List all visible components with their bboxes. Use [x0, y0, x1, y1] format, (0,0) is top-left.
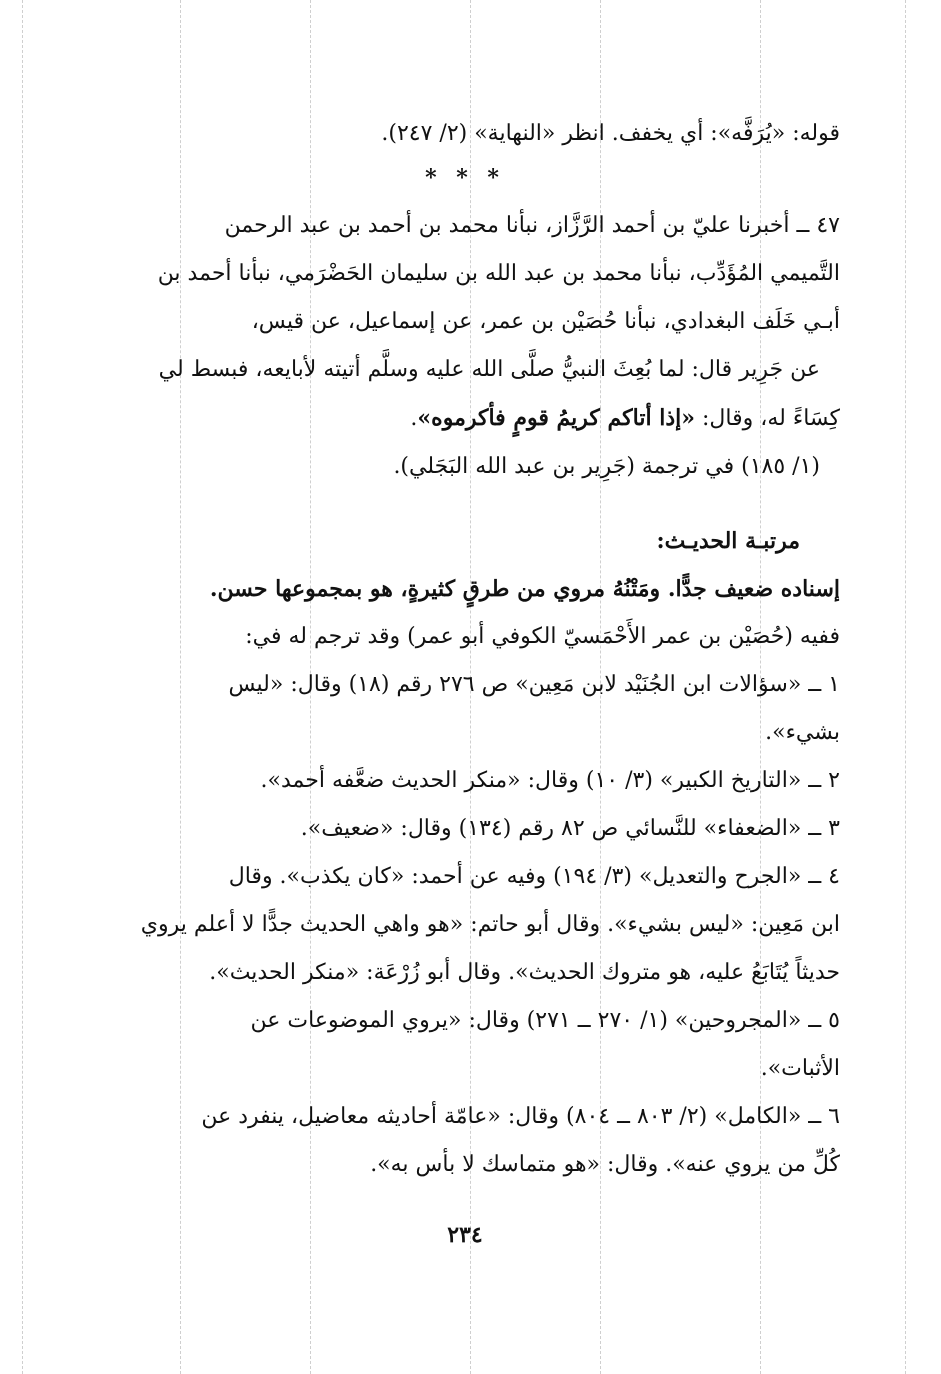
source-line: ٤ ــ «الجرح والتعديل» (٣/ ١٩٤) وفيه عن أحمد: «كان يكذب». وقال	[228, 864, 840, 889]
book-page	[90, 110, 840, 1281]
reference-line: (١/ ١٨٥) في ترجمة (جَرِير بن عبد الله البَجَلي).	[393, 454, 820, 479]
hadith-block	[90, 202, 840, 443]
header-note: قوله: «يُرَفَّه»: أي يخفف. انظر «النهاية» (٢/ ٢٤٧).	[381, 121, 840, 146]
narrator-intro: ففيه (حُصَيْن بن عمر الأَحْمَسيّ الكوفي أبو عمر) وقد ترجم له في:	[245, 624, 840, 649]
source-item	[90, 805, 840, 853]
source-item	[90, 1093, 840, 1189]
hadith-line: التَّميمي المُؤَدِّب، نبأنا محمد بن عبد الله بن سليمان الحَضْرَمي، نبأنا أحمد بن	[157, 261, 840, 286]
section-separator: * * *	[425, 165, 505, 191]
grade-text: إسناده ضعيف جدًّا. ومَتْنُهُ مروي من طرقٍ كثيرةٍ، هو بمجموعها حسن.	[209, 576, 840, 602]
guide-line	[905, 0, 906, 1374]
source-line: ١ ــ «سؤالات ابن الجُنَيْد لابن مَعِين» ص ٢٧٦ رقم (١٨) وقال: «ليس	[228, 672, 840, 697]
source-line: ٥ ــ «المجروحين» (١/ ٢٧٠ ــ ٢٧١) وقال: «يروي الموضوعات عن	[250, 1008, 840, 1033]
source-item	[90, 997, 840, 1093]
page-number: ٢٣٤	[447, 1222, 483, 1248]
grade-title: مرتبـة الحديـث:	[656, 528, 800, 554]
hadith-line: عن جَرِير قال: لما بُعِثَ النبيُّ صلَّى الله عليه وسلَّم أتيته لأبايعه، فبسط لي	[158, 357, 820, 382]
guide-line	[22, 0, 23, 1374]
source-line: ٢ ــ «التاريخ الكبير» (٣/ ١٠) وقال: «منكر الحديث ضعَّفه أحمد».	[260, 768, 840, 793]
hadith-quote: «إذا أتاكم كريمُ قومٍ فأكرموه»	[417, 405, 696, 431]
hadith-text: كِسَاءً له، وقال:	[695, 406, 840, 431]
source-line: كُلِّ من يروي عنه». وقال: «هو متماسك لا بأس به».	[370, 1152, 840, 1177]
source-line: ٣ ــ «الضعفاء» للنَّسائي ص ٨٢ رقم (١٣٤) وقال: «ضعيف».	[300, 816, 840, 841]
source-line: ٦ ــ «الكامل» (٢/ ٨٠٣ ــ ٨٠٤) وقال: «عامّة أحاديثه معاضيل، ينفرد عن	[201, 1104, 840, 1129]
source-line: حديثاً يُتَابَعُ عليه، هو متروك الحديث». وقال أبو زُرْعَة: «منكر الحديث».	[209, 960, 840, 985]
source-line: بشيء».	[765, 720, 840, 745]
source-line: ابن مَعِين: «ليس بشيء». وقال أبو حاتم: «هو واهي الحديث جدًّا لا أعلم يروي	[140, 912, 840, 937]
source-item	[90, 661, 840, 757]
hadith-line: أبـي خَلَف البغدادي، نبأنا حُصَيْن بن عمر، عن إسماعيل، عن قيس،	[251, 309, 840, 334]
sources-list	[90, 661, 840, 1189]
source-line: الأثبات».	[760, 1056, 840, 1081]
source-item	[90, 853, 840, 997]
hadith-line	[90, 394, 840, 443]
hadith-text: .	[410, 406, 418, 431]
hadith-line: ٤٧ ــ أخبرنا عليّ بن أحمد الرَّزَّاز، نبأنا محمد بن أحمد بن عبد الرحمن	[224, 213, 840, 238]
source-item	[90, 757, 840, 805]
